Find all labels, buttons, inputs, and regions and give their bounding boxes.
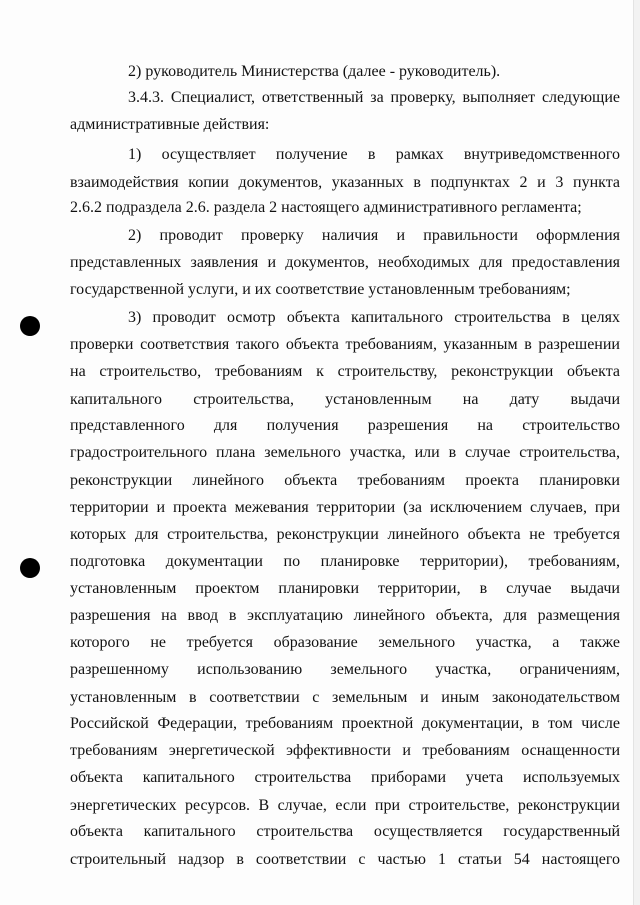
text-line: подготовка документации по планировке территории), требованиям, xyxy=(70,553,620,570)
text-line: представленного для получения разрешения на строительство xyxy=(70,417,620,434)
text-line: 1) осуществляет получение в рамках внутриведомственного xyxy=(128,146,620,163)
text-line: реконструкции линейного объекта требованиям проекта планировки xyxy=(70,472,620,489)
page-edge xyxy=(633,0,640,905)
text-line: градостроительного плана земельного участка, или в случае строительства, xyxy=(70,444,620,461)
text-line: разрешения на ввод в эксплуатацию линейного объекта, для размещения xyxy=(70,607,620,624)
text-line: строительный надзор в соответствии с частью 1 статьи 54 настоящего xyxy=(70,851,620,868)
text-line: энергетических ресурсов. В случае, если при строительстве, реконструкции xyxy=(70,797,620,814)
text-line: установленным в соответствии с земельным и иным законодательством xyxy=(70,689,620,706)
text-line: административные действия: xyxy=(70,116,270,133)
text-line: установленным проектом планировки территории, в случае выдачи xyxy=(70,580,620,597)
text-line: на строительство, требованиям к строительству, реконструкции объекта xyxy=(70,363,620,380)
text-line: взаимодействия копии документов, указанных в подпунктах 2 и 3 пункта xyxy=(70,174,620,191)
text-line: Российской Федерации, требованиям проектной документации, в том числе xyxy=(70,715,620,732)
text-line: государственной услуги, и их соответствие установленным требованиям; xyxy=(70,281,571,298)
text-line: объекта капитального строительства приборами учета используемых xyxy=(70,769,620,786)
punch-hole xyxy=(20,558,40,578)
text-line: которых для строительства, реконструкции линейного объекта не требуется xyxy=(70,526,620,543)
text-line: 2) руководитель Министерства (далее - руководитель). xyxy=(128,63,501,80)
text-line: требованиям энергетической эффективности и требованиям оснащенности xyxy=(70,742,620,759)
text-line: территории и проекта межевания территории (за исключением случаев, при xyxy=(70,499,620,516)
text-line: капитального строительства, установленным на дату выдачи xyxy=(70,391,620,408)
text-line: разрешенному использованию земельного участка, ограничениям, xyxy=(70,661,620,678)
text-line: объекта капитального строительства осуществляется государственный xyxy=(70,823,620,840)
text-line: 3.4.3. Специалист, ответственный за проверку, выполняет следующие xyxy=(128,89,620,106)
punch-hole xyxy=(20,316,40,336)
text-line: 2.6.2 подраздела 2.6. раздела 2 настоящего административного регламента; xyxy=(70,199,582,216)
text-line: 3) проводит осмотр объекта капитального строительства в целях xyxy=(128,309,620,326)
text-line: которого не требуется образование земельного участка, а также xyxy=(70,634,620,651)
text-line: представленных заявления и документов, необходимых для предоставления xyxy=(70,254,620,271)
text-line: проверки соответствия такого объекта требованиям, указанным в разрешении xyxy=(70,336,620,353)
text-line: 2) проводит проверку наличия и правильности оформления xyxy=(128,227,620,244)
